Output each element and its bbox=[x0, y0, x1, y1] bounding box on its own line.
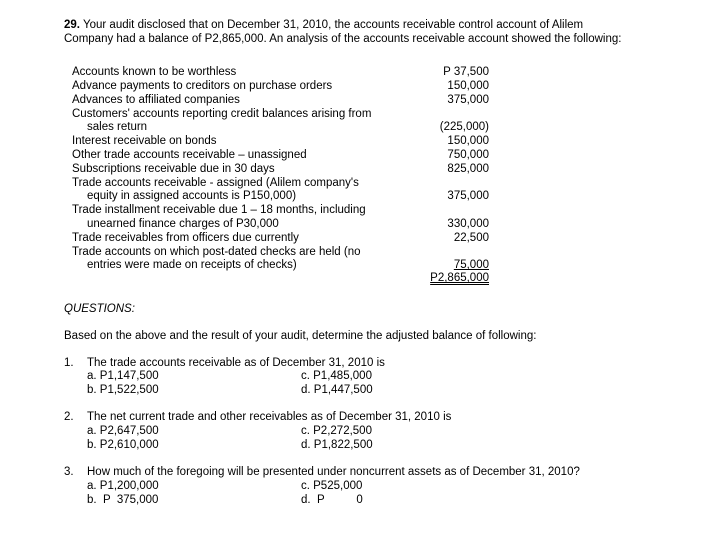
total-amount: P2,865,000 bbox=[430, 272, 489, 284]
question-number: 1. bbox=[64, 357, 74, 369]
item-amount: (225,000) bbox=[439, 121, 489, 133]
option-d: d. P1,822,500 bbox=[301, 439, 373, 451]
problem-number: 29. bbox=[64, 19, 80, 31]
item-label: Customers' accounts reporting credit balances arising from bbox=[72, 108, 372, 120]
item-label-cont: sales return bbox=[87, 121, 148, 133]
instruction-text: Based on the above and the result of your audit, determine the adjusted balance of following: bbox=[64, 330, 537, 342]
option-a: a. P1,147,500 bbox=[87, 370, 159, 382]
option-c: c. P2,272,500 bbox=[301, 425, 372, 437]
item-label: Trade installment receivable due 1 – 18 months, including bbox=[72, 204, 366, 216]
item-label-cont: equity in assigned accounts is P150,000) bbox=[87, 190, 297, 202]
item-label-cont: unearned finance charges of P30,000 bbox=[87, 218, 279, 230]
item-amount: 375,000 bbox=[447, 190, 489, 202]
question-number: 2. bbox=[64, 411, 74, 423]
item-label: Subscriptions receivable due in 30 days bbox=[72, 163, 275, 175]
option-b: b. P2,610,000 bbox=[87, 439, 159, 451]
question-text: The trade accounts receivable as of December 31, 2010 is bbox=[87, 357, 385, 369]
option-c: c. P525,000 bbox=[301, 480, 363, 492]
option-d: d. P 0 bbox=[301, 494, 363, 506]
item-amount: 825,000 bbox=[447, 163, 489, 175]
item-label: Accounts known to be worthless bbox=[72, 66, 237, 78]
item-amount: 150,000 bbox=[447, 80, 489, 92]
option-b: b. P 375,000 bbox=[87, 494, 159, 506]
option-b: b. P1,522,500 bbox=[87, 384, 159, 396]
item-label: Trade receivables from officers due currently bbox=[72, 232, 299, 244]
option-a: a. P2,647,500 bbox=[87, 425, 159, 437]
item-amount: 330,000 bbox=[447, 218, 489, 230]
problem-intro bbox=[64, 19, 634, 46]
item-amount: 22,500 bbox=[453, 232, 489, 244]
item-label: Advance payments to creditors on purchase orders bbox=[72, 80, 333, 92]
item-amount: 75,000 bbox=[453, 259, 489, 271]
item-amount: 375,000 bbox=[447, 94, 489, 106]
item-amount: 150,000 bbox=[447, 135, 489, 147]
item-label: Interest receivable on bonds bbox=[72, 135, 217, 147]
item-label: Trade accounts on which post-dated checks are held (no bbox=[72, 246, 361, 258]
question-number: 3. bbox=[64, 466, 74, 478]
item-amount: P 37,500 bbox=[443, 66, 489, 78]
option-c: c. P1,485,000 bbox=[301, 370, 372, 382]
option-d: d. P1,447,500 bbox=[301, 384, 373, 396]
item-amount: 750,000 bbox=[447, 149, 489, 161]
problem-intro-text: Your audit disclosed that on December 31, 2010, the accounts receivable control account of Alilem Company had a balance of P2,865,000. An analysis of the accounts receivable account showed the following: bbox=[64, 19, 622, 45]
questions-label: QUESTIONS: bbox=[64, 303, 135, 315]
item-label: Advances to affiliated companies bbox=[72, 94, 240, 106]
item-label: Trade accounts receivable - assigned (Alilem company's bbox=[72, 177, 359, 189]
question-text: The net current trade and other receivables as of December 31, 2010 is bbox=[87, 411, 452, 423]
item-label: Other trade accounts receivable – unassigned bbox=[72, 149, 307, 161]
option-a: a. P1,200,000 bbox=[87, 480, 159, 492]
question-text: How much of the foregoing will be presented under noncurrent assets as of December 31, 2010? bbox=[87, 466, 580, 478]
item-label-cont: entries were made on receipts of checks) bbox=[87, 259, 297, 271]
